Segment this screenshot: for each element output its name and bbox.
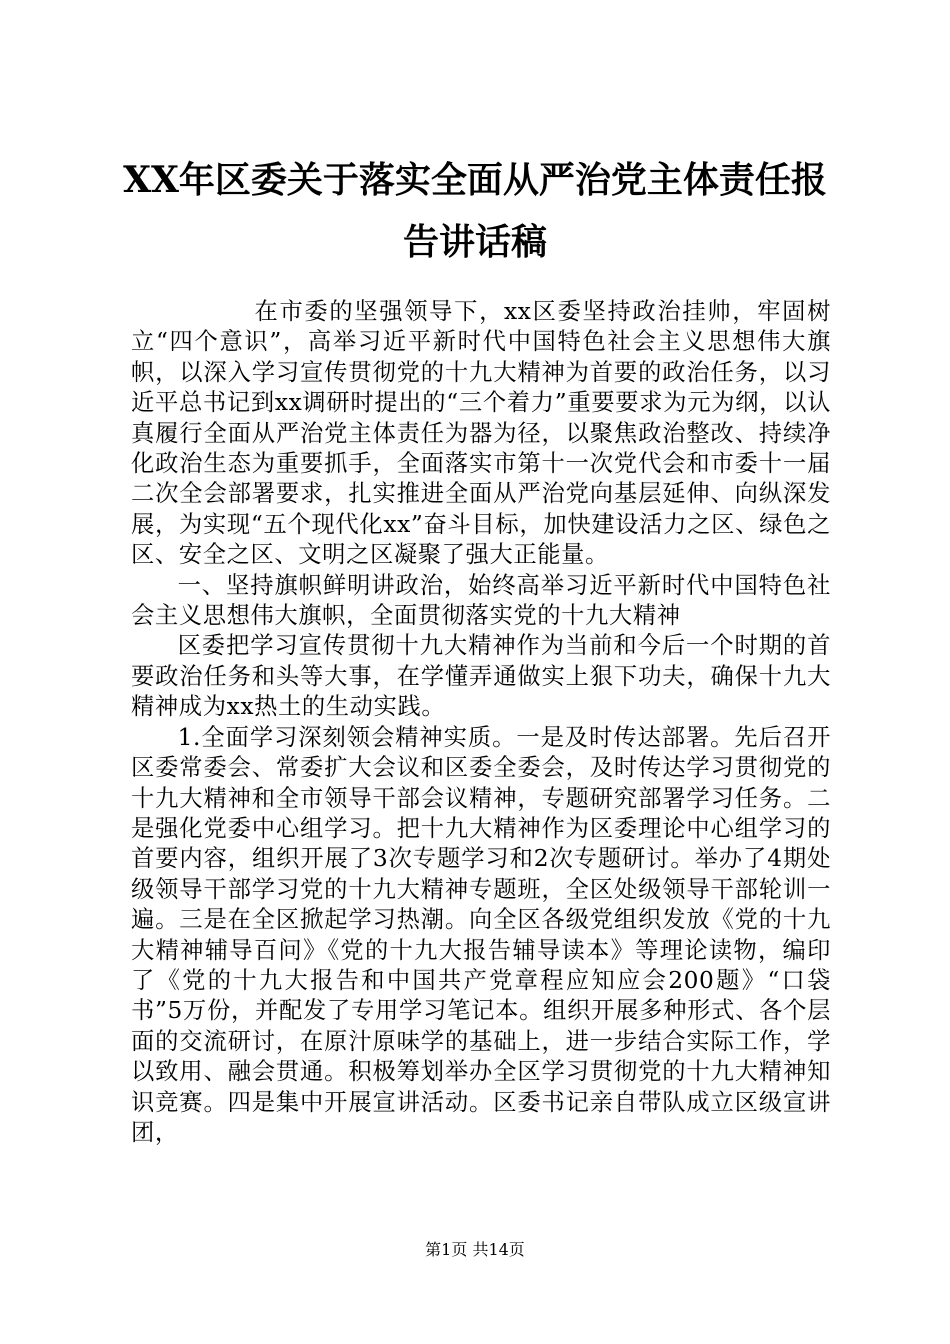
document-body: [131, 297, 831, 1148]
page-number-footer: 第1页 共14页: [425, 1240, 525, 1259]
document-title-line-2: 告讲话稿: [402, 221, 547, 263]
paragraph-intro: 在市委的坚强领导下，xx区委坚持政治挂帅，牢固树立“四个意识”，高举习近平新时代中国特色社会主义思想伟大旗帜，以深入学习宣传贯彻党的十九大精神为首要的政治任务，以习近平总书记到xx调研时提出的“三个着力”重要要求为元为纲，以认真履行全面从严治党主体责任为器为径，以聚焦政治整改、持续净化政治生态为重要抓手，全面落实市第十一次党代会和市委十一届二次全会部署要求，扎实推进全面从严治党向基层延伸、向纵深发展，为实现“五个现代化xx”奋斗目标，加快建设活力之区、绿色之区、安全之区、文明之区凝聚了强大正能量。: [131, 298, 831, 569]
paragraph-section-heading: 一、坚持旗帜鲜明讲政治，始终高举习近平新时代中国特色社会主义思想伟大旗帜，全面贯彻落实党的十九大精神: [131, 571, 831, 630]
paragraph-section-intro: 区委把学习宣传贯彻十九大精神作为当前和今后一个时期的首要政治任务和头等大事，在学懂弄通做实上狠下功夫，确保十九大精神成为xx热土的生动实践。: [131, 632, 831, 721]
paragraph-item-1: 1.全面学习深刻领会精神实质。一是及时传达部署。先后召开区委常委会、常委扩大会议和区委全委会，及时传达学习贯彻党的十九大精神和全市领导干部会议精神，专题研究部署学习任务。二是强化党委中心组学习。把十九大精神作为区委理论中心组学习的首要内容，组织开展了3次专题学习和2次专题研讨。举办了4期处级领导干部学习党的十九大精神专题班，全区处级领导干部轮训一遍。三是在全区掀起学习热潮。向全区各级党组织发放《党的十九大精神辅导百问》《党的十九大报告辅导读本》等理论读物，编印了《党的十九大报告和中国共产党章程应知应会200题》“口袋书”5万份，并配发了专用学习笔记本。组织开展多种形式、各个层面的交流研讨，在原汁原味学的基础上，进一步结合实际工作，学以致用、融会贯通。积极筹划举办全区学习贯彻党的十九大精神知识竞赛。四是集中开展宣讲活动。区委书记亲自带队成立区级宣讲团，: [131, 723, 831, 1146]
document-title-line-1: XX年区委关于落实全面从严治党主体责任报: [123, 159, 827, 201]
